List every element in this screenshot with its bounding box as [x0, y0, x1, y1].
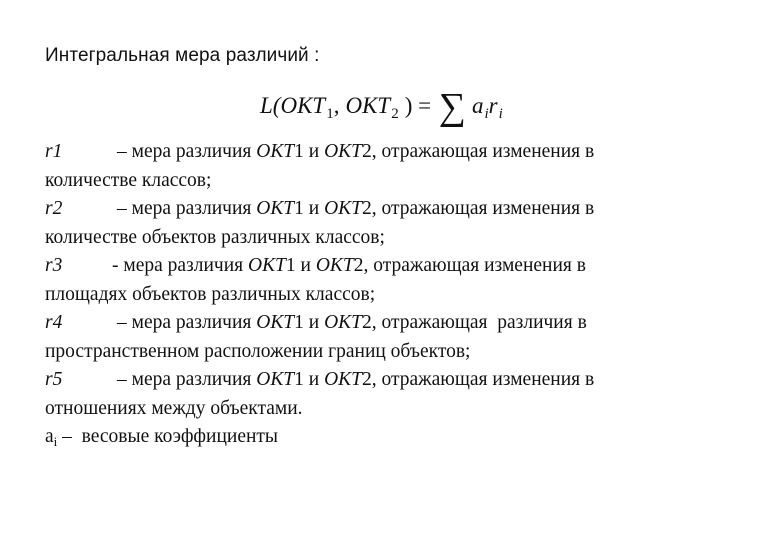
- heading: Интегральная мера различий :: [45, 45, 320, 66]
- definition-r3: r3 - мера различия ОКТ1 и ОКТ2, отражающая изменения в площадях объектов различных классов;: [45, 252, 735, 309]
- definition-r5: r5 – мера различия ОКТ1 и ОКТ2, отражающая изменения в отношениях между объектами.: [45, 366, 735, 423]
- definition-dash: – мера различия: [117, 198, 257, 219]
- formula-equals: =: [412, 93, 437, 118]
- formula-close: ): [404, 93, 413, 118]
- formula-r: r: [488, 93, 498, 118]
- definition-weights: [45, 423, 735, 457]
- formula-arg1: OKT: [280, 93, 326, 118]
- definition-dash: – мера различия: [117, 141, 257, 162]
- definition-continuation: пространственном расположении границ объектов;: [45, 340, 471, 362]
- definition-key: r5: [45, 369, 63, 390]
- definition-dash: – мера различия: [117, 369, 257, 390]
- definition-continuation: количестве объектов различных классов;: [45, 226, 385, 248]
- definition-continuation: количестве классов;: [45, 169, 212, 191]
- weights-text: – весовые коэффициенты: [57, 426, 279, 447]
- formula-a-sub: i: [484, 106, 489, 122]
- definition-r2: r2 – мера различия ОКТ1 и ОКТ2, отражающая изменения в количестве объектов различных классов;: [45, 195, 735, 252]
- weights-symbol: a: [45, 426, 54, 447]
- definition-key: r1: [45, 141, 63, 162]
- formula-fn: L(: [260, 93, 281, 118]
- definition-r1: r1 – мера различия ОКТ1 и ОКТ2, отражающая изменения в количестве классов;: [45, 138, 735, 195]
- definition-key: r3: [45, 255, 63, 276]
- formula-comma: ,: [333, 93, 340, 118]
- formula-arg2: OKT: [345, 93, 391, 118]
- formula: [260, 82, 503, 128]
- definition-continuation: площадях объектов различных классов;: [45, 283, 376, 305]
- definition-continuation: отношениях между объектами.: [45, 397, 303, 419]
- formula-a: a: [471, 93, 484, 118]
- definition-dash: - мера различия: [112, 255, 249, 276]
- definition-r4: r4 – мера различия ОКТ1 и ОКТ2, отражающая различия в пространственном расположении границ объектов;: [45, 309, 735, 366]
- formula-arg2-sub: 2: [391, 106, 399, 122]
- definitions-list: [45, 138, 735, 457]
- formula-arg1-sub: 1: [326, 106, 334, 122]
- definition-dash: – мера различия: [117, 312, 257, 333]
- sum-symbol: ∑: [438, 86, 466, 128]
- weights-subscript: i: [53, 434, 58, 449]
- formula-r-sub: i: [498, 106, 503, 122]
- definition-key: r2: [45, 198, 63, 219]
- definition-key: r4: [45, 312, 63, 333]
